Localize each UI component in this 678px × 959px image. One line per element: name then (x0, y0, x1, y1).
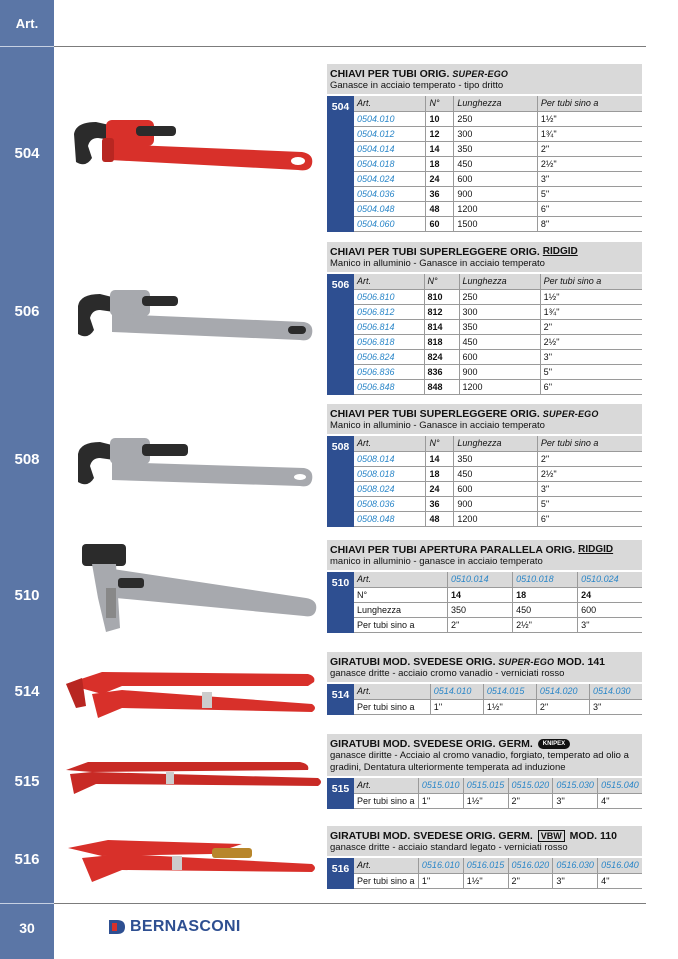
table-cell: 824 (424, 349, 459, 364)
section-515 (327, 734, 642, 809)
table-cell: 250 (459, 289, 540, 304)
table-row (354, 156, 642, 171)
table-cell: 2½'' (513, 617, 578, 632)
table-cell: 60 (426, 216, 454, 231)
column-header: Art. (354, 96, 426, 111)
pipe-wrench-504-image (66, 112, 316, 182)
table-cell: 814 (424, 319, 459, 334)
article-code: 0514.010 (430, 684, 483, 699)
table-row (354, 319, 642, 334)
title-text: CHIAVI PER TUBI SUPERLEGGERE ORIG. (330, 245, 540, 258)
article-code: 0516.020 (508, 858, 553, 873)
table-cell: 2'' (508, 873, 553, 888)
article-code: 0506.818 (354, 334, 424, 349)
table-cell: 350 (459, 319, 540, 334)
table-cell: 1½'' (463, 793, 508, 808)
section-514 (327, 652, 642, 715)
product-table (354, 778, 642, 809)
section-subtitle: ganasce dritte - acciaio cromo vanadio - verniciati rosso (327, 668, 642, 682)
table-cell: 1½'' (540, 289, 642, 304)
table-cell: 24 (578, 587, 642, 602)
table-cell: 36 (426, 186, 454, 201)
table-header-row (354, 436, 642, 451)
table-cell: 600 (578, 602, 642, 617)
table-cell: 1'' (418, 873, 463, 888)
table-header-row (354, 858, 642, 873)
table-cell: 10 (426, 111, 454, 126)
column-header: Lunghezza (454, 436, 537, 451)
section-code: 504 (327, 96, 354, 232)
table-cell: 3'' (589, 699, 642, 714)
sidebar-header: Art. (15, 15, 39, 31)
article-code: 0515.040 (598, 778, 642, 793)
top-rule (54, 46, 646, 47)
table-row (354, 349, 642, 364)
section-510 (327, 540, 642, 633)
table-cell: 4'' (598, 873, 642, 888)
table-cell: 5'' (540, 364, 642, 379)
title-text: GIRATUBI MOD. SVEDESE ORIG. GERM. (330, 737, 533, 750)
row-label: Art. (354, 778, 418, 793)
table-cell: 24 (426, 481, 454, 496)
title-text: GIRATUBI MOD. SVEDESE ORIG. GERM. (330, 829, 533, 842)
table-cell: 450 (454, 466, 537, 481)
table-cell: 600 (459, 349, 540, 364)
article-code: 0504.014 (354, 141, 426, 156)
product-table (354, 684, 642, 715)
sidebar-number-508: 508 (14, 451, 40, 468)
section-title (327, 540, 642, 556)
table-cell: 14 (426, 451, 454, 466)
section-subtitle: manico in alluminio - ganasce in acciaio temperato (327, 556, 642, 570)
table-cell: 836 (424, 364, 459, 379)
section-subtitle: Manico in alluminio - Ganasce in acciaio temperato (327, 420, 642, 434)
table-header-row (354, 778, 642, 793)
sidebar-divider (0, 46, 54, 47)
table-cell: 250 (454, 111, 537, 126)
section-code: 510 (327, 572, 354, 633)
row-label: N° (354, 587, 448, 602)
table-cell: 3'' (537, 171, 642, 186)
column-header: Lunghezza (459, 274, 540, 289)
table-cell: 450 (459, 334, 540, 349)
row-label: Per tubi sino a (354, 699, 430, 714)
section-508 (327, 404, 642, 527)
table-cell: 1¾'' (540, 304, 642, 319)
section-code: 508 (327, 436, 354, 527)
column-header: Per tubi sino a (540, 274, 642, 289)
table-row (354, 334, 642, 349)
section-title (327, 64, 642, 80)
table-cell: 3'' (578, 617, 642, 632)
article-code: 0514.020 (536, 684, 589, 699)
table-cell: 1500 (454, 216, 537, 231)
table-cell: 48 (426, 511, 454, 526)
title-suffix: MOD. 141 (557, 655, 606, 668)
sidebar-number-516: 516 (14, 851, 40, 868)
table-cell: 810 (424, 289, 459, 304)
article-code: 0506.812 (354, 304, 424, 319)
brand-name: BERNASCONI (130, 918, 241, 935)
swedish-wrench-515-image (62, 756, 324, 796)
table-header-row (354, 684, 642, 699)
section-506 (327, 242, 642, 395)
table-header-row (354, 96, 642, 111)
pipe-wrench-508-image (72, 432, 317, 502)
table-cell: 450 (513, 602, 578, 617)
title-text: CHIAVI PER TUBI APERTURA PARALLELA ORIG. (330, 543, 576, 556)
table-row (354, 186, 642, 201)
parallel-wrench-510-image (76, 538, 321, 638)
table-cell: 1¾'' (537, 126, 642, 141)
table-row (354, 171, 642, 186)
sidebar-number-510: 510 (14, 587, 40, 604)
table-header-row (354, 572, 642, 587)
sidebar-divider (0, 903, 54, 904)
section-code: 506 (327, 274, 354, 395)
title-text: GIRATUBI MOD. SVEDESE ORIG. (330, 655, 496, 668)
section-516 (327, 826, 642, 889)
section-title (327, 242, 642, 258)
table-cell: 2'' (537, 141, 642, 156)
section-title (327, 826, 642, 842)
table-cell: 2'' (508, 793, 553, 808)
table-cell: 6'' (540, 379, 642, 394)
swedish-wrench-516-image (62, 834, 322, 889)
table-row (354, 364, 642, 379)
table-cell: 350 (454, 141, 537, 156)
table-cell: 350 (448, 602, 513, 617)
table-cell: 1200 (459, 379, 540, 394)
table-cell: 2'' (540, 319, 642, 334)
table-row (354, 201, 642, 216)
section-subtitle: Ganasce in acciaio temperato - tipo dritto (327, 80, 642, 94)
table-row (354, 481, 642, 496)
table-cell: 36 (426, 496, 454, 511)
table-cell: 2½'' (537, 156, 642, 171)
table-row (354, 111, 642, 126)
table-cell: 900 (454, 496, 537, 511)
table-cell: 2½'' (540, 334, 642, 349)
bernasconi-logo-icon (108, 918, 126, 936)
product-table (354, 572, 642, 633)
table-cell: 1'' (430, 699, 483, 714)
article-code: 0516.030 (553, 858, 598, 873)
brand-logo-superego: SUPER-EGO (452, 68, 509, 79)
table-cell: 3'' (553, 793, 598, 808)
column-header: Art. (354, 274, 424, 289)
article-code: 0504.024 (354, 171, 426, 186)
article-code: 0510.024 (578, 572, 642, 587)
table-row (354, 126, 642, 141)
footer-logo (108, 918, 241, 936)
table-cell: 18 (426, 156, 454, 171)
table-cell: 900 (454, 186, 537, 201)
article-code: 0506.810 (354, 289, 424, 304)
row-label: Lunghezza (354, 602, 448, 617)
title-text: CHIAVI PER TUBI ORIG. (330, 67, 450, 80)
table-row (354, 511, 642, 526)
row-label: Per tubi sino a (354, 793, 418, 808)
table-cell: 3'' (537, 481, 642, 496)
table-row (354, 216, 642, 231)
sidebar-number-515: 515 (14, 773, 40, 790)
table-cell: 3'' (540, 349, 642, 364)
row-label: Art. (354, 572, 448, 587)
article-code: 0504.010 (354, 111, 426, 126)
brand-logo-vbw: VBW (538, 830, 565, 842)
article-code: 0506.824 (354, 349, 424, 364)
section-title (327, 652, 642, 668)
article-code: 0504.036 (354, 186, 426, 201)
table-cell: 5'' (537, 496, 642, 511)
title-text: CHIAVI PER TUBI SUPERLEGGERE ORIG. (330, 407, 540, 420)
table-cell: 1'' (418, 793, 463, 808)
table-header-row (354, 274, 642, 289)
table-cell: 2'' (448, 617, 513, 632)
brand-logo-knipex: KNIPEX (538, 739, 570, 749)
product-table (354, 858, 642, 889)
product-table (354, 96, 642, 232)
article-code: 0504.012 (354, 126, 426, 141)
table-cell: 600 (454, 171, 537, 186)
brand-logo-ridgid: RIDGID (578, 544, 614, 555)
column-header: Lunghezza (454, 96, 537, 111)
table-cell: 6'' (537, 511, 642, 526)
column-header: Art. (354, 436, 426, 451)
table-cell: 300 (454, 126, 537, 141)
column-header: N° (426, 96, 454, 111)
table-cell: 812 (424, 304, 459, 319)
table-cell: 300 (459, 304, 540, 319)
column-header: Per tubi sino a (537, 96, 642, 111)
table-row (354, 699, 642, 714)
section-subtitle: Manico in alluminio - Ganasce in acciaio temperato (327, 258, 642, 272)
article-code: 0506.836 (354, 364, 424, 379)
article-code: 0514.030 (589, 684, 642, 699)
table-cell: 14 (426, 141, 454, 156)
article-code: 0504.018 (354, 156, 426, 171)
article-code: 0506.848 (354, 379, 424, 394)
section-code: 515 (327, 778, 354, 809)
brand-logo-superego: SUPER-EGO (498, 656, 555, 667)
table-cell: 5'' (537, 186, 642, 201)
row-label: Art. (354, 858, 418, 873)
table-row (354, 379, 642, 394)
article-code: 0515.015 (463, 778, 508, 793)
table-cell: 48 (426, 201, 454, 216)
sidebar-number-514: 514 (14, 683, 40, 700)
sidebar-number-506: 506 (14, 303, 40, 320)
table-cell: 3'' (553, 873, 598, 888)
table-cell: 2'' (537, 451, 642, 466)
article-code: 0516.040 (598, 858, 642, 873)
table-cell: 900 (459, 364, 540, 379)
article-code: 0510.018 (513, 572, 578, 587)
article-code: 0508.024 (354, 481, 426, 496)
table-row (354, 496, 642, 511)
table-cell: 14 (448, 587, 513, 602)
product-table (354, 436, 642, 527)
table-cell: 450 (454, 156, 537, 171)
swedish-wrench-514-image (62, 664, 322, 724)
article-code: 0508.014 (354, 451, 426, 466)
section-subtitle: ganasce dritte - acciaio standard legato - verniciati rosso (327, 842, 642, 856)
pipe-wrench-506-image (72, 282, 317, 352)
article-code: 0508.018 (354, 466, 426, 481)
section-code: 514 (327, 684, 354, 715)
table-row (354, 466, 642, 481)
table-cell: 4'' (598, 793, 642, 808)
sidebar (0, 0, 54, 959)
article-code: 0508.048 (354, 511, 426, 526)
table-row (354, 451, 642, 466)
table-cell: 1200 (454, 201, 537, 216)
article-code: 0504.048 (354, 201, 426, 216)
table-cell: 18 (426, 466, 454, 481)
table-row (354, 289, 642, 304)
table-cell: 1½'' (463, 873, 508, 888)
table-cell: 2'' (536, 699, 589, 714)
table-cell: 8'' (537, 216, 642, 231)
article-code: 0510.014 (448, 572, 513, 587)
article-code: 0514.015 (483, 684, 536, 699)
table-cell: 1½'' (483, 699, 536, 714)
product-table (354, 274, 642, 395)
table-row (354, 617, 642, 632)
column-header: N° (424, 274, 459, 289)
table-row (354, 602, 642, 617)
table-cell: 818 (424, 334, 459, 349)
brand-logo-superego: SUPER-EGO (542, 408, 599, 419)
table-cell: 600 (454, 481, 537, 496)
title-suffix: MOD. 110 (569, 829, 617, 842)
table-cell: 1½'' (537, 111, 642, 126)
section-title (327, 404, 642, 420)
row-label: Art. (354, 684, 430, 699)
table-row (354, 304, 642, 319)
article-code: 0515.020 (508, 778, 553, 793)
row-label: Per tubi sino a (354, 617, 448, 632)
brand-logo-ridgid: RIDGID (542, 246, 578, 257)
table-cell: 1200 (454, 511, 537, 526)
table-cell: 6'' (537, 201, 642, 216)
page-number: 30 (19, 920, 35, 936)
table-row (354, 873, 642, 888)
section-code: 516 (327, 858, 354, 889)
article-code: 0516.015 (463, 858, 508, 873)
article-code: 0515.030 (553, 778, 598, 793)
table-cell: 848 (424, 379, 459, 394)
section-504 (327, 64, 642, 232)
table-cell: 350 (454, 451, 537, 466)
table-row (354, 587, 642, 602)
table-cell: 24 (426, 171, 454, 186)
article-code: 0504.060 (354, 216, 426, 231)
sidebar-number-504: 504 (14, 145, 40, 162)
table-row (354, 793, 642, 808)
article-code: 0506.814 (354, 319, 424, 334)
row-label: Per tubi sino a (354, 873, 418, 888)
bottom-rule (54, 903, 646, 904)
section-subtitle: ganasce diritte - Acciaio al cromo vanadio, forgiato, temperato ad olio a gradini, Dentatura ulteriormente temperata ad induzione (327, 750, 642, 776)
section-title (327, 734, 642, 750)
table-row (354, 141, 642, 156)
table-cell: 12 (426, 126, 454, 141)
article-code: 0508.036 (354, 496, 426, 511)
column-header: N° (426, 436, 454, 451)
table-cell: 2½'' (537, 466, 642, 481)
article-code: 0515.010 (418, 778, 463, 793)
table-cell: 18 (513, 587, 578, 602)
column-header: Per tubi sino a (537, 436, 642, 451)
article-code: 0516.010 (418, 858, 463, 873)
